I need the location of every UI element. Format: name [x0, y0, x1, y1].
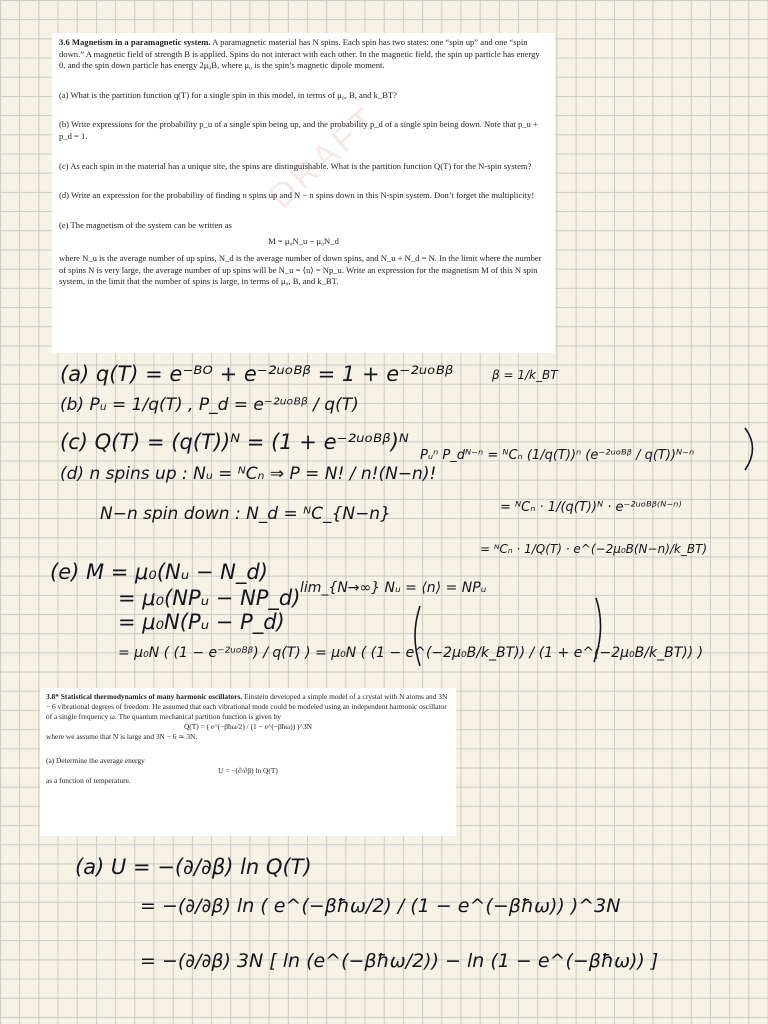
hw-beta-note: β = 1/k_BT [492, 368, 558, 382]
hw2-line2: = −(∂/∂β) ln ( e^(−βħω/2) / (1 − e^(−βħω)) )^3N [140, 895, 621, 917]
problem2-assumption: where we assume that N is large and 3N − 6 ≃ 3N. [46, 732, 198, 741]
hw-answer-d-line2: Pᵤⁿ P_dᴺ⁻ⁿ = ᴺCₙ (1/q(T))ⁿ (e⁻²ᵘᵒᴮᵝ / q(T))ᴺ⁻ⁿ [420, 448, 695, 463]
hw-answer-e-line1: (e) M = μ₀(Nᵤ − N_d) [50, 560, 268, 584]
hw-answer-d-line1: (d) n spins up : Nᵤ = ᴺCₙ ⇒ P = N! / n!(N−n)! [60, 464, 437, 484]
hw2-line3: = −(∂/∂β) 3N [ ln (e^(−βħω/2)) − ln (1 − e^(−βħω)) ] [140, 950, 659, 972]
problem-title: 3.6 Magnetism in a paramagnetic system. [59, 37, 211, 47]
hw-answer-d-line3: N−n spin down : N_d = ᴺC_{N−n} [100, 504, 391, 524]
hw2-line1: (a) U = −(∂/∂β) ln Q(T) [75, 855, 312, 879]
problem2-question-a: (a) Determine the average energy [46, 756, 145, 765]
problem2-question-a-end: as a function of temperature. [46, 776, 131, 785]
question-a: (a) What is the partition function q(T) for a single spin in this model, in terms of μ₀, B, and k_BT? [59, 89, 398, 100]
question-b: (b) Write expressions for the probability p_u of a single spin being up, and the probability p_d of a single spin being down. Note that p_u + p_d = 1. [59, 119, 538, 141]
problem-intro-text: A paramagnetic material has N spins. Each spin has two states: one “spin up” and one “spin down.” A magnetic field of strength B is applied. Spins do not interact with each other. In the magnetic field, the spin up particle has energy 0, and the spin down particle has energy 2μ₀B, where μ₀ is the spin’s magnetic dipole moment. [59, 37, 540, 71]
partition-function-equation: Q(T) = ( e^(−βħω/2) / (1 − e^(−βħω)) )^3N [183, 722, 313, 731]
draft-watermark: DRAFT [262, 98, 387, 216]
hw-answer-d-line4: = ᴺCₙ · 1/(q(T))ᴺ · e⁻²ᵘᵒᴮᵝ⁽ᴺ⁻ⁿ⁾ [500, 500, 682, 515]
hw-answer-d-line5: = ᴺCₙ · 1/Q(T) · e^(−2μ₀B(N−n)/k_BT) [480, 542, 708, 556]
hw-answer-a: (a) q(T) = e⁻ᴮᴼ + e⁻²ᵘᵒᴮᵝ = 1 + e⁻²ᵘᵒᴮᵝ [60, 362, 454, 386]
question-e: (e) The magnetism of the system can be written as [59, 219, 232, 230]
question-e-continued: where N_u is the average number of up spins, N_d is the average number of down spins, and N_u + N_d = N. In the limit where the number of spins N is very large, the average number of up spins will be N_u = ⟨n⟩ = Np_u. Write an expression for the magnetism M of this N spin system, in the limit that the number of spins is large, in terms of μ₀, B, and k_BT. [59, 252, 542, 287]
hw-answer-e-line4: = μ₀N ( (1 − e⁻²ᵘᵒᴮᵝ) / q(T) ) = μ₀N ( (1 − e^(−2μ₀B/k_BT)) / (1 + e^(−2μ₀B/k_BT)) ) [118, 645, 704, 661]
hw-answer-b: (b) Pᵤ = 1/q(T) , P_d = e⁻²ᵘᵒᴮᵝ / q(T) [60, 395, 359, 415]
hw-limit-note: lim_{N→∞} Nᵤ = ⟨n⟩ = NPᵤ [300, 580, 487, 596]
problem2-intro-text: Einstein developed a simple model of a crystal with N atoms and 3N − 6 vibrational degrees of freedom. He assumed that each vibrational mode could be modeled using an independent harmonic oscillator of a single frequency ω. The quantum mechanical partition function is given by [46, 692, 448, 721]
average-energy-equation: U = −(∂/∂β) ln Q(T) [218, 766, 278, 775]
question-d: (d) Write an expression for the probability of finding n spins up and N − n spins down in this N-spin system. Don’t forget the multiplicity! [59, 190, 535, 201]
hw-answer-e-line2: = μ₀(NPᵤ − NP_d) [118, 586, 301, 610]
magnetism-equation: M = μ₀N_u − μ₀N_d [268, 236, 339, 247]
problem2-title: 3.8* Statistical thermodynamics of many harmonic oscillators. [46, 692, 243, 701]
hw-answer-c: (c) Q(T) = (q(T))ᴺ = (1 + e⁻²ᵘᵒᴮᵝ)ᴺ [60, 430, 409, 454]
question-c: (c) As each spin in the material has a unique site, the spins are distinguishable. What is the partition function Q(T) for the N-spin system? [59, 160, 532, 171]
hw-answer-e-line3: = μ₀N(Pᵤ − P_d) [118, 610, 285, 634]
